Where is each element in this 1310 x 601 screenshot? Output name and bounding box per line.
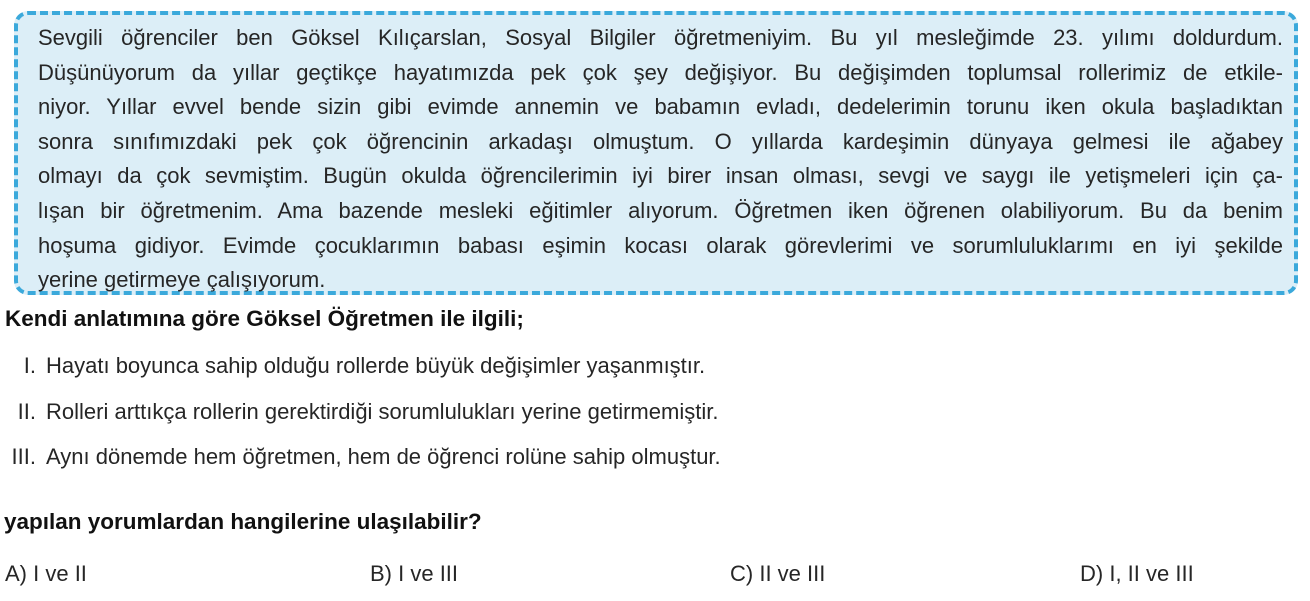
question-intro: Kendi anlatımına göre Göksel Öğretmen ile ilgili; (5, 306, 524, 331)
option-a-text: I ve II (33, 561, 87, 586)
option-c-label: C) (730, 561, 754, 586)
option-b-label: B) (370, 561, 392, 586)
option-c-text: II ve III (759, 561, 826, 586)
statement-item-2 (0, 398, 1310, 426)
passage-box (14, 11, 1298, 295)
passage-line: niyor. Yıllar evvel bende sizin gibi evimde annemin ve babamın evladı, dedelerimin torunu iken okula başladıktan (38, 94, 1283, 120)
answer-options-row (0, 561, 1310, 591)
statement-numeral: I. (23, 353, 36, 378)
passage-line: lışan bir öğretmenim. Ama bazende mesleki eğitimler alıyorum. Öğretmen iken öğrenen olabiliyorum. Bu da benim (38, 197, 1283, 223)
passage-line: olmayı da çok sevmiştim. Bugün okulda öğrencilerimin iyi birer insan olması, sevgi ve saygı ile yetişmeleri için ça- (38, 163, 1283, 189)
option-c (730, 561, 825, 587)
passage-line: Düşünüyorum da yıllar geçtikçe hayatımızda pek çok şey değişiyor. Bu değişimden toplumsal rollerimiz de etkile- (38, 59, 1283, 85)
statement-numeral: II. (17, 398, 36, 424)
option-a (5, 561, 87, 587)
statement-text: Rolleri arttıkça rollerin gerektirdiği sorumlulukları yerine getirmemiştir. (46, 398, 719, 424)
statement-list (0, 352, 1310, 489)
passage-line: Sevgili öğrenciler ben Göksel Kılıçarslan, Sosyal Bilgiler öğretmeniyim. Bu yıl mesleğimde 23. yılımı doldurdum. (38, 25, 1283, 50)
option-d-text: I, II ve III (1109, 561, 1194, 586)
option-b-text: I ve III (398, 561, 459, 586)
passage-line: hoşuma gidiyor. Evimde çocuklarımın babası eşimin kocası olarak görevlerimi ve sorumluluklarımı en iyi şekilde (38, 232, 1283, 258)
passage-line: sonra sınıfımızdaki pek çok öğrencinin arkadaşı olmuştum. O yıllarda kardeşimin dünyaya gelmesi ile ağabey (38, 128, 1283, 154)
statement-text: Hayatı boyunca sahip olduğu rollerde büyük değişimler yaşanmıştır. (46, 353, 706, 378)
question-prompt: yapılan yorumlardan hangilerine ulaşılabilir? (4, 509, 482, 534)
statement-text: Aynı dönemde hem öğretmen, hem de öğrenci rolüne sahip olmuştur. (46, 444, 721, 469)
statement-numeral: III. (11, 444, 36, 469)
statement-item-1 (0, 352, 1310, 380)
option-a-label: A) (5, 561, 27, 586)
option-d-label: D) (1080, 561, 1104, 586)
option-b (370, 561, 458, 587)
option-d (1080, 561, 1194, 587)
passage-line: yerine getirmeye çalışıyorum. (38, 267, 326, 293)
statement-item-3 (0, 443, 1310, 471)
